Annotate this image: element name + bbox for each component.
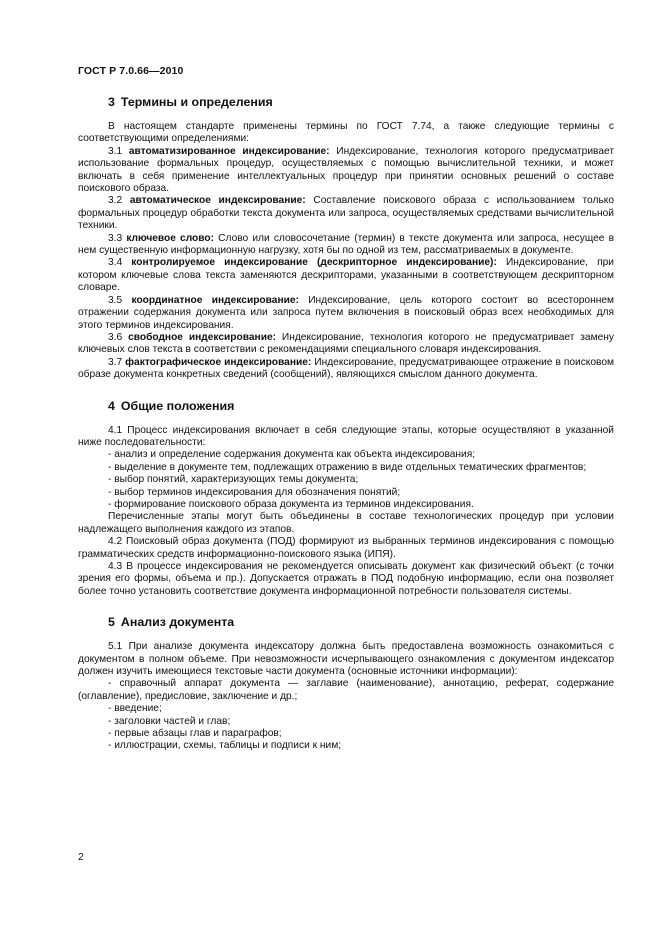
term-name: контролируемое индексирование (дескрипторное индексирование): (131, 257, 497, 269)
term-paragraph (78, 295, 614, 332)
list-item (78, 740, 614, 752)
section-number: 3 (108, 95, 115, 109)
term-paragraph (78, 233, 614, 258)
term-name: ключевое слово: (126, 232, 215, 244)
list-item (78, 499, 614, 511)
list-item-text: - справочный аппарат документа — заглавие (наименование), аннотацию, реферат, содержание (оглавление), предисловие, заключение и др.; (78, 678, 614, 702)
term-definition: Составление поискового образа с использованием только формальных процедур обработки текста документа или запроса, осуществляемых средствами вычислительной техники. (78, 195, 614, 232)
list-item (78, 474, 614, 486)
term-definition: Индексирование, технология которого не предусматривает замену ключевых слов текста в соответствии с рекомендациями специального словаря индексирования. (78, 331, 614, 356)
list-item-text: - анализ и определение содержания документа как объекта индексирования; (108, 449, 476, 461)
term-name: автоматическое индексирование: (129, 195, 306, 207)
term-name: автоматизированное индексирование: (128, 145, 330, 157)
term-name: свободное индексирование: (128, 331, 277, 343)
paragraph-text: 4.2 Поисковый образ документа (ПОД) формируют из выбранных терминов индексирования с помощью грамматических средств информационно-поискового языка (ИПЯ). (78, 536, 614, 560)
list-item-text: - введение; (108, 703, 162, 715)
section-title-3 (108, 95, 614, 110)
section-title-text: Термины и определения (120, 95, 273, 109)
list-item (78, 678, 614, 703)
paragraph-text: 5.1 При анализе документа индексатору должна быть предоставлена возможность ознакомиться с документом в полном объеме. При невозможности исчерпывающего ознакомления с документом индексатор должен изучить имеющиеся текстовые части документа (основные источники информации): (78, 641, 614, 678)
list-item-text: - выбор понятий, характеризующих темы документа; (108, 474, 359, 486)
list-item (78, 728, 614, 740)
list-item (78, 462, 614, 474)
section-title-5 (108, 615, 614, 630)
term-definition: Индексирование, предусматривающее отражение в поисковом образе документа конкретных сведений (сообщений), являющихся смыслом данного документа. (78, 356, 614, 381)
term-paragraph (78, 257, 614, 294)
term-number: 3.3 (108, 232, 127, 244)
term-number: 3.7 (108, 356, 126, 368)
term-name: координатное индексирование: (131, 294, 299, 306)
term-paragraph (78, 195, 614, 232)
list-item-text: - формирование поискового образа документа из терминов индексирования. (108, 498, 474, 510)
paragraph-text: 4.3 В процессе индексирования не рекомендуется описывать документ как физический объект (с точки зрения его формы, объема и пр.). Допускается отражать в ПОД подобную информацию, если она позволяет более точно установить соответствие документа информационной потребности пользователя системы. (78, 561, 614, 597)
paragraph-text: 4.1 Процесс индексирования включает в себя следующие этапы, которые осуществляют в указанной ниже последовательности: (78, 424, 614, 448)
term-definition: Индексирование, технология которого предусматривает использование формальных процедур, осуществляемых с помощью вычислительной техники, и может включать в себя применение интеллектуальных процедур при принятии основных решений о составе поискового образа. (78, 145, 614, 195)
term-paragraph (78, 332, 614, 357)
list-item (78, 449, 614, 461)
term-number: 3.1 (108, 145, 129, 157)
term-paragraph (78, 357, 614, 382)
term-name: фактографическое индексирование: (125, 356, 312, 368)
list-item (78, 716, 614, 728)
list-item (78, 703, 614, 715)
term-definition: Индексирование, при котором ключевые слова текста заменяются дескрипторами, указанными в соответствующем дескрипторном словаре. (78, 257, 614, 294)
term-definition: Слово или словосочетание (термин) в тексте документа или запроса, несущее в нем существенную информационную нагрузку, хотя бы по одной из тем, рассматриваемых в документе. (78, 232, 614, 257)
section-number: 5 (108, 615, 115, 630)
list-item (78, 487, 614, 499)
paragraph (78, 536, 614, 561)
section-number: 4 (108, 398, 115, 413)
list-item-text: - заголовки частей и глав; (108, 715, 231, 727)
term-number: 3.6 (108, 331, 129, 343)
section-title-4 (108, 399, 614, 414)
paragraph-text: В настоящем стандарте применены термины по ГОСТ 7.74, а также следующие термины с соответствующими определениями: (78, 121, 614, 145)
section-title-text: Анализ документа (120, 615, 235, 630)
paragraph (78, 121, 614, 146)
paragraph (78, 561, 614, 598)
list-item-text: - первые абзацы глав и параграфов; (108, 728, 282, 740)
paragraph-text: Перечисленные этапы могут быть объединены в составе технологических процедур при условии надлежащего выполнения каждого из этапов. (78, 511, 614, 535)
page-number: 2 (78, 851, 84, 863)
term-number: 3.5 (108, 294, 132, 306)
document-body (78, 95, 614, 753)
list-item-text: - иллюстрации, схемы, таблицы и подписи к ним; (108, 740, 342, 752)
document-header: ГОСТ Р 7.0.66—2010 (78, 65, 184, 77)
list-item-text: - выбор терминов индексирования для обозначения понятий; (108, 486, 401, 498)
term-definition: Индексирование, цель которого состоит во всестороннем отражении содержания документа или запроса путем включения в поисковый образ всех необходимых для этого терминов индексирования. (78, 294, 614, 331)
term-paragraph (78, 146, 614, 196)
paragraph (78, 425, 614, 450)
term-number: 3.2 (108, 195, 130, 207)
section-title-text: Общие положения (120, 398, 235, 413)
paragraph (78, 641, 614, 678)
paragraph (78, 511, 614, 536)
term-number: 3.4 (108, 257, 132, 269)
list-item-text: - выделение в документе тем, подлежащих отражению в виде отдельных тематических фрагментов; (108, 461, 587, 473)
